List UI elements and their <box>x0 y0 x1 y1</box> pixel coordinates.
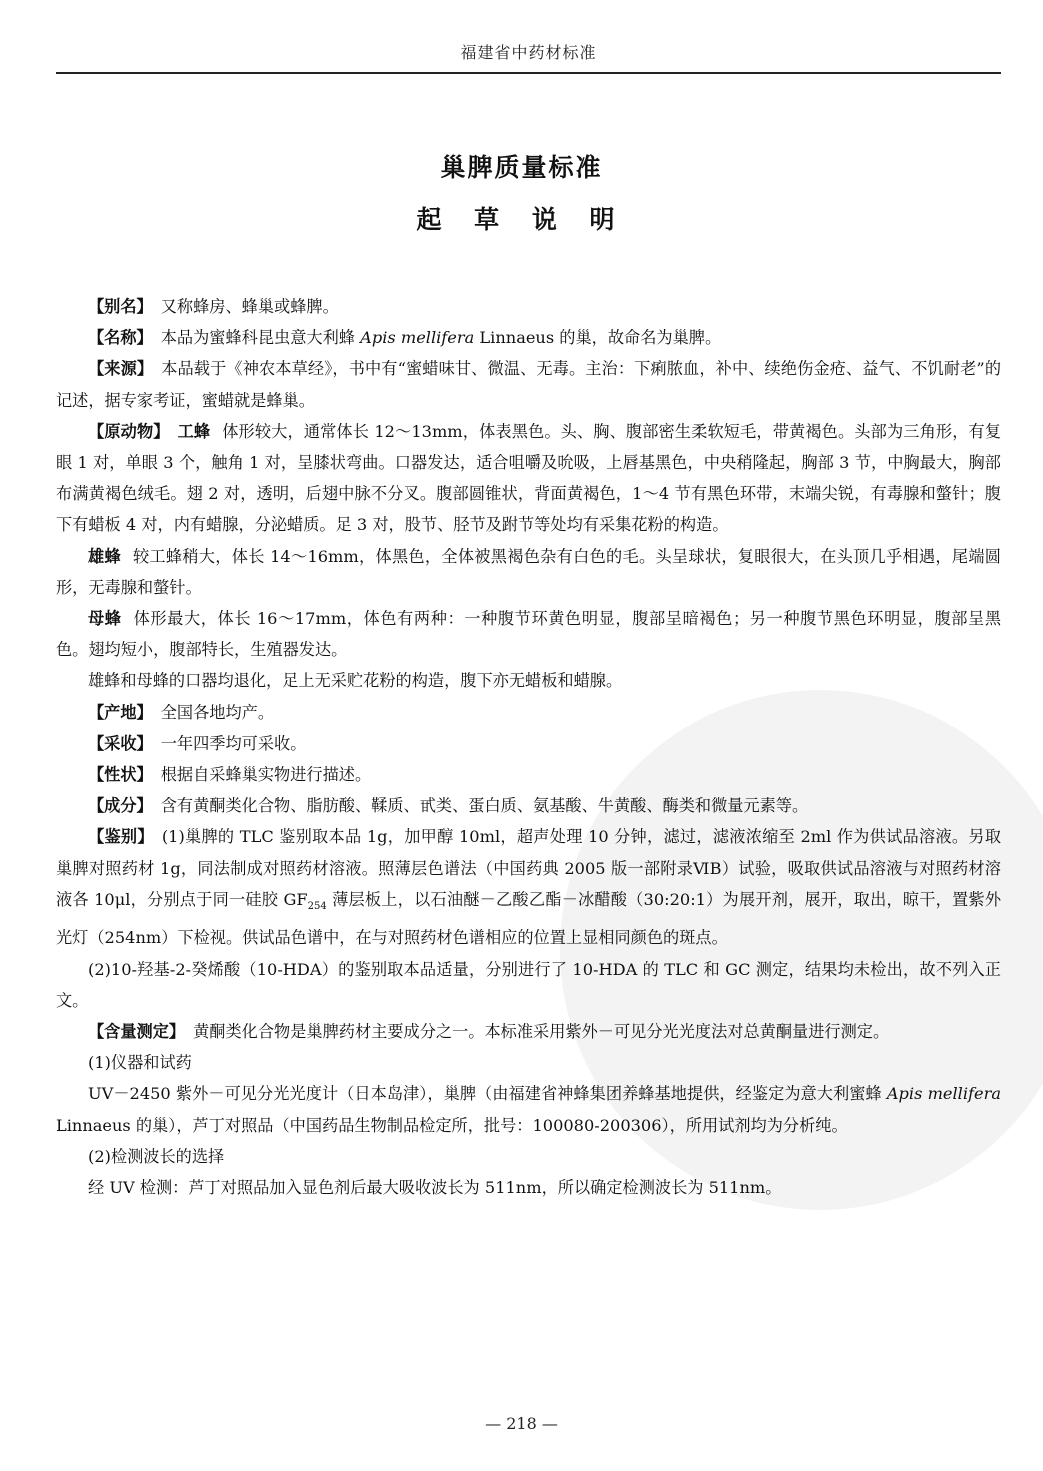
term-drone: 雄蜂 <box>88 546 121 566</box>
section-text: 含有黄酮类化合物、脂肪酸、鞣质、甙类、蛋白质、氨基酸、牛黄酸、酶类和微量元素等。 <box>160 796 809 816</box>
page-number: — 218 — <box>485 1414 558 1433</box>
section-tag: 【原动物】 <box>88 421 170 441</box>
header-rule <box>56 72 1001 74</box>
assay-paragraph-2: 经 UV 检测：芦丁对照品加入显色剂后最大吸收波长为 511nm，所以确定检测波长为 511nm。 <box>88 1177 782 1197</box>
section-tag: 【产地】 <box>88 702 153 722</box>
section-alias <box>56 291 1001 322</box>
section-tag: 【性状】 <box>88 765 153 785</box>
term-queen: 母蜂 <box>88 609 122 629</box>
section-text: 薄层板上，以石油醚－乙酸乙酯－冰醋酸（30:20:1）为展开剂，展开，取出，晾干，置紫外光灯（254nm）下检视。供试品色谱中，在与对照药材色谱相应的位置上显相同颜色的斑点。 <box>56 889 1002 948</box>
section-text: 全国各地均产。 <box>160 702 275 722</box>
section-animal-queen <box>56 603 1001 665</box>
section-text: Linnaeus 的巢，故命名为巢脾。 <box>474 328 722 348</box>
section-source <box>56 353 1001 415</box>
section-text: 较工蜂稍大，体长 14～16mm，体黑色，全体被黑褐色杂有白色的毛。头呈球状，复眼很大，在头顶几乎相遇，尾端圆形，无毒腺和螫针。 <box>56 546 1001 597</box>
section-identification-2: (2)10-羟基-2-癸烯酸（10-HDA）的鉴别取本品适量，分别进行了 10-HDA 的 TLC 和 GC 测定，结果均未检出，故不列入正文。 <box>56 959 1001 1010</box>
section-text: 黄酮类化合物是巢脾药材主要成分之一。本标准采用紫外－可见分光光度法对总黄酮量进行测定。 <box>193 1021 890 1041</box>
latin-name: Apis mellifera <box>886 1084 1001 1104</box>
section-animal-worker <box>56 416 1001 541</box>
section-tag: 【含量测定】 <box>88 1021 186 1041</box>
section-composition <box>56 790 1001 821</box>
assay-subtitle-1: (1)仪器和试药 <box>88 1053 192 1073</box>
subscript-text: 254 <box>307 901 327 913</box>
assay-paragraph-1 <box>56 1078 1001 1140</box>
document-title: 巢脾质量标准 <box>440 153 603 182</box>
running-header: 福建省中药材标准 <box>460 43 597 62</box>
section-animal-drone <box>56 541 1001 603</box>
section-tag: 【采收】 <box>88 733 153 753</box>
section-text: 本品载于《神农本草经》，书中有“蜜蜡味甘、微温、无毒。主治：下痢脓血，补中、续绝伤金疮、益气、不饥耐老”的记述，据专家考证，蜜蜡就是蜂巢。 <box>56 359 1002 410</box>
section-text: 本品为蜜蜂科昆虫意大利蜂 <box>160 328 361 348</box>
assay-subtitle-2: (2)检测波长的选择 <box>88 1146 225 1166</box>
section-tag: 【名称】 <box>88 328 153 348</box>
section-tag: 【别名】 <box>88 297 153 316</box>
section-text: 体形最大，体长 16～17mm，体色有两种：一种腹节环黄色明显，腹部呈暗褐色；另一种腹节黑色环明显，腹部呈黑色。翅均短小，腹部特长，生殖器发达。 <box>56 609 1002 660</box>
section-tag: 【成分】 <box>88 796 153 816</box>
section-text: 一年四季均可采收。 <box>160 733 307 753</box>
section-text: 又称蜂房、蜂巢或蜂脾。 <box>160 297 339 316</box>
term-worker: 工蜂 <box>177 421 211 441</box>
section-text: 体形较大，通常体长 12～13mm，体表黑色。头、胸、腹部密生柔软短毛，带黄褐色。头部为三角形，有复眼 1 对，单眼 3 个，触角 1 对，呈膝状弯曲。口器发达，适合咀嚼及吮吸，上唇基黑色，中央稍隆起，胸部 3 节，中胸最大，胸部布满黄褐色绒毛。翅 2 对，透明，后翅中脉不分叉。腹部圆锥状，背面黄褐色，1～4 节有黑色环带，末端尖锐，有毒腺和螫针；腹下有蜡板 4 对，内有蜡腺，分泌蜡质。足 3 对，股节、胫节及跗节等处均有采集花粉的构造。 <box>56 421 1002 535</box>
section-identification-1 <box>56 821 1001 953</box>
section-harvest <box>56 728 1001 759</box>
section-tag: 【来源】 <box>88 359 154 379</box>
document-subtitle: 起 草 说 明 <box>416 205 627 234</box>
section-assay <box>56 1016 1001 1047</box>
section-name <box>56 322 1001 353</box>
section-character <box>56 759 1001 790</box>
section-text: 根据自采蜂巢实物进行描述。 <box>160 765 372 785</box>
latin-name: Apis mellifera <box>360 328 475 348</box>
body-text <box>56 291 1001 1203</box>
section-text: UV－2450 紫外－可见分光光度计（日本岛津），巢脾（由福建省神蜂集团养蜂基地提供，经鉴定为意大利蜜蜂 <box>88 1084 887 1104</box>
section-origin <box>56 697 1001 728</box>
section-text: (1)巢脾的 TLC 鉴别取本品 1g，加甲醇 10ml，超声处理 10 分钟，滤过，滤液浓缩至 2ml 作为供试品溶液。另取巢脾对照药材 1g，同法制成对照药材溶液。照薄层色谱法（中国药典 2005 版一部附录ⅥB）试验，吸取供试品溶液与对照药材溶液各 10μl，分别点于同一硅胶 GF <box>56 827 1002 909</box>
section-text: Linnaeus 的巢），芦丁对照品（中国药品生物制品检定所，批号：100080-200306），所用试剂均为分析纯。 <box>56 1115 848 1135</box>
section-animal-note: 雄蜂和母蜂的口器均退化，足上无采贮花粉的构造，腹下亦无蜡板和蜡腺。 <box>88 671 623 691</box>
section-tag: 【鉴别】 <box>88 827 154 847</box>
